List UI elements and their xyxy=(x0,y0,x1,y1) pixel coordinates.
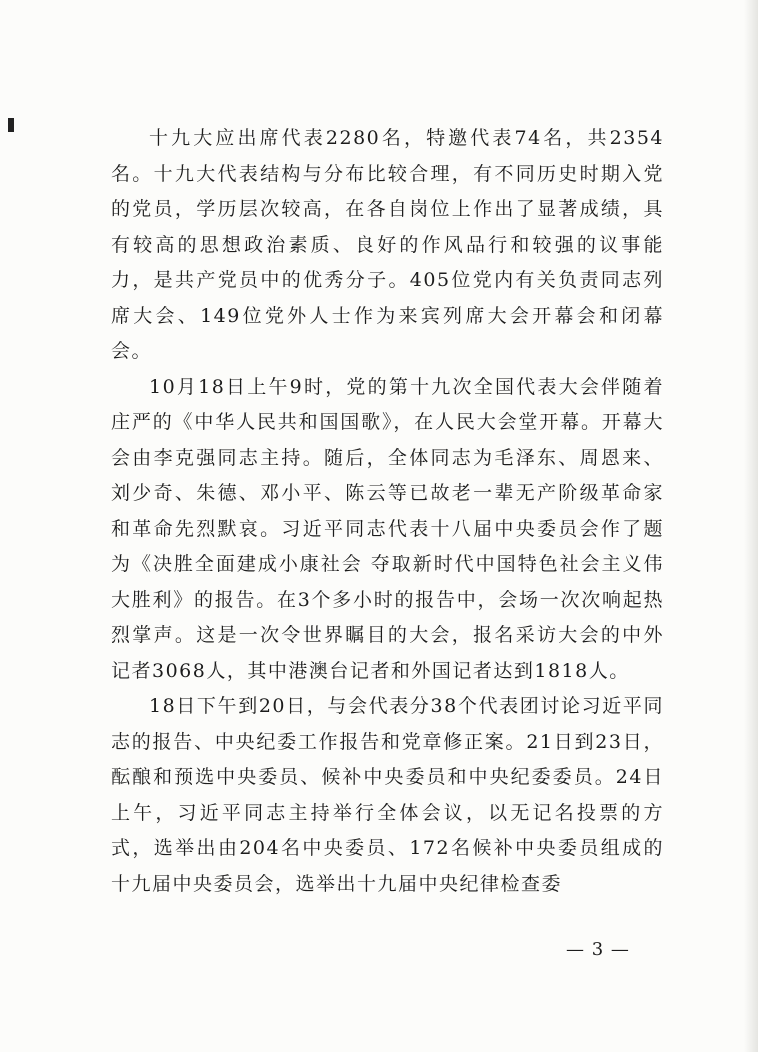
scan-mark xyxy=(8,118,14,132)
body-text xyxy=(111,121,664,902)
paragraph-3: 18日下午到20日，与会代表分38个代表团讨论习近平同志的报告、中央纪委工作报告和党章修正案。21日到23日，酝酿和预选中央委员、候补中央委员和中央纪委委员。24日上午，习近平同志主持举行全体会议，以无记名投票的方式，选举出由204名中央委员、172名候补中央委员组成的十九届中央委员会，选举出十九届中央纪律检查委 xyxy=(111,695,664,895)
page-number: — 3 — xyxy=(566,939,630,960)
paragraph-2: 10月18日上午9时，党的第十九次全国代表大会伴随着庄严的《中华人民共和国国歌》，在人民大会堂开幕。开幕大会由李克强同志主持。随后，全体同志为毛泽东、周恩来、刘少奇、朱德、邓小平、陈云等已故老一辈无产阶级革命家和革命先烈默哀。习近平同志代表十八届中央委员会作了题为《决胜全面建成小康社会 夺取新时代中国特色社会主义伟大胜利》的报告。在3个多小时的报告中，会场一次次响起热烈掌声。这是一次令世界瞩目的大会，报名采访大会的中外记者3068人，其中港澳台记者和外国记者达到1818人。 xyxy=(111,375,664,682)
paragraph-1: 十九大应出席代表2280名，特邀代表74名，共2354名。十九大代表结构与分布比较合理，有不同历史时期入党的党员，学历层次较高，在各自岗位上作出了显著成绩，具有较高的思想政治素质、良好的作风品行和较强的议事能力，是共产党员中的优秀分子。405位党内有关负责同志列席大会、149位党外人士作为来宾列席大会开幕会和闭幕会。 xyxy=(111,127,664,362)
